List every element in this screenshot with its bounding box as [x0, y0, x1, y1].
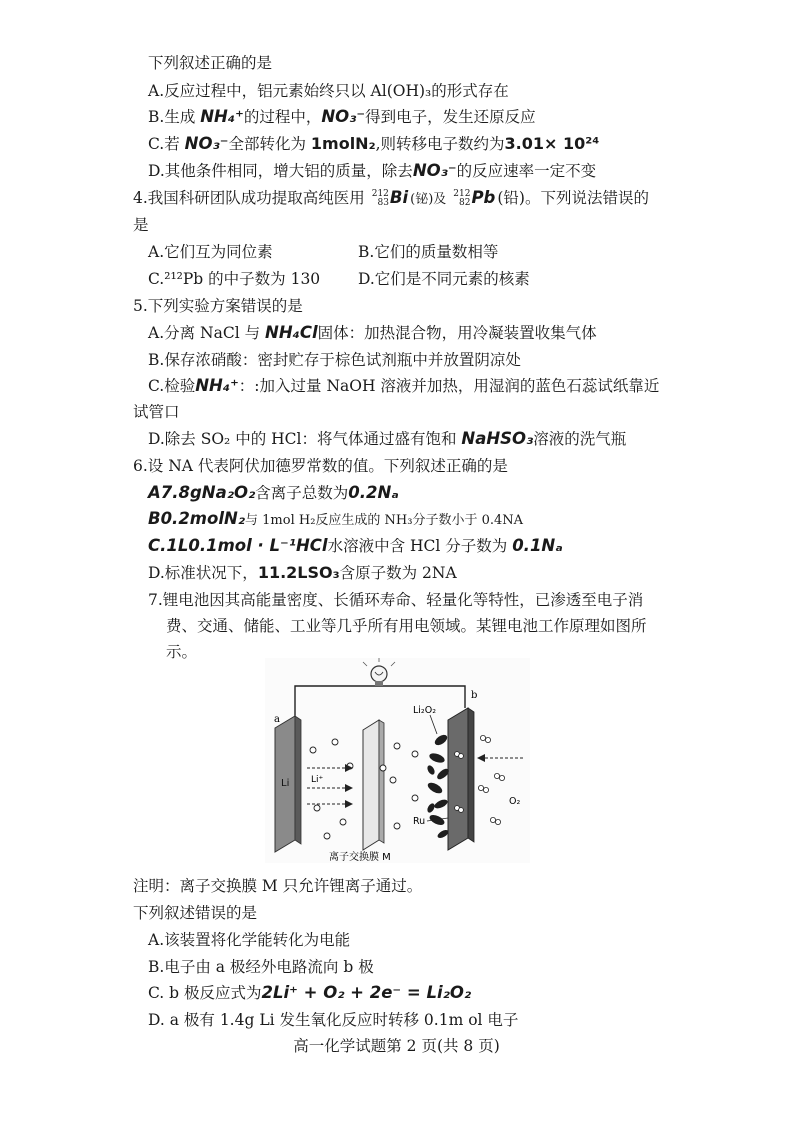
electrode-b — [448, 708, 474, 850]
q4-option-a: A.它们互为同位素 — [148, 243, 273, 261]
q7-option-b: B.电子由 a 极经外电路流向 b 极 — [148, 958, 374, 976]
q7-option-a: A.该装置将化学能转化为电能 — [148, 931, 351, 949]
q3-stem: 下列叙述正确的是 — [148, 54, 273, 72]
label-o2: O₂ — [509, 796, 521, 807]
ion-exchange-membrane — [363, 720, 384, 850]
q3-option-d: D.其他条件相同，增大铝的质量，除去NO₃⁻的反应速率一定不变 — [148, 161, 597, 180]
q6-option-c: C.1L0.1mol · L⁻¹HCl水溶液中含 HCl 分子数为 0.1Nₐ — [148, 536, 563, 555]
q7-option-c: C. b 极反应式为2Li⁺ + O₂ + 2e⁻ = Li₂O₂ — [148, 983, 472, 1002]
q3-option-a: A.反应过程中，铝元素始终只以 Al(OH)₃的形式存在 — [148, 82, 509, 100]
label-li2o2: Li₂O₂ — [413, 705, 437, 716]
q4-option-c: C.²¹²Pb 的中子数为 130 — [148, 270, 321, 288]
q4-stem-cont: 是 — [133, 216, 149, 234]
q5-option-d: D.除去 SO₂ 中的 HCl：将气体通过盛有饱和 NaHSO₃溶液的洗气瓶 — [148, 429, 627, 448]
label-a: a — [274, 714, 280, 725]
page-footer: 高一化学试题第 2 页(共 8 页) — [293, 1037, 500, 1055]
q5-option-a: A.分离 NaCl 与 NH₄Cl固体：加热混合物，用冷凝装置收集气体 — [148, 323, 597, 342]
q7-stem-line2: 费、交通、储能、工业等几乎所有用电领域。某锂电池工作原理如图所 — [166, 617, 647, 635]
label-b: b — [471, 690, 478, 701]
q6-stem: 6.设 NA 代表阿伏加德罗常数的值。下列叙述正确的是 — [133, 457, 508, 475]
q7-stem-line1: 7.锂电池因其高能量密度、长循环寿命、轻量化等特性，已渗透至电子消 — [148, 591, 644, 609]
q6-option-a: A7.8gNa₂O₂含离子总数为0.2Nₐ — [148, 483, 399, 502]
label-li: Li — [281, 778, 290, 789]
label-ru: Ru — [413, 816, 426, 827]
q3-option-b: B.生成 NH₄⁺的过程中，NO₃⁻得到电子，发生还原反应 — [148, 107, 536, 126]
pb-nuclide: 212 82 Pb — [453, 188, 496, 208]
q4-option-d: D.它们是不同元素的核素 — [358, 270, 530, 288]
q6-option-b: B0.2molN₂与 1mol H₂反应生成的 NH₃分子数小于 0.4NA — [148, 509, 524, 528]
q7-option-d: D. a 极有 1.4g Li 发生氧化反应时转移 0.1m ol 电子 — [148, 1011, 519, 1029]
q6-option-d: D.标准状况下，11.2LSO₃含原子数为 2NA — [148, 563, 457, 582]
lithium-battery-diagram — [265, 658, 530, 863]
q5-option-c-cont: 试管口 — [133, 403, 180, 421]
q5-option-c: C.检验NH₄⁺：:加入过量 NaOH 溶液并加热，用湿润的蓝色石蕊试纸靠近 — [148, 376, 660, 395]
q4-stem: 4.我国科研团队成功提取高纯医用 212 83 Bi (铋)及 212 82 Pb (铅)。下列说法错误的 — [133, 188, 649, 208]
label-li-ion: Li⁺ — [311, 775, 324, 785]
q5-option-b: B.保存浓硝酸：密封贮存于棕色试剂瓶中并放置阴凉处 — [148, 351, 521, 369]
bi-nuclide: 212 83 Bi — [371, 188, 409, 208]
q7-note: 注明：离子交换膜 M 只允许锂离子通过。 — [133, 877, 423, 895]
q7-ask: 下列叙述错误的是 — [133, 904, 258, 922]
figure-caption: 离子交换膜 M — [329, 852, 391, 863]
q7-stem-line3: 示。 — [166, 643, 198, 661]
q3-option-c: C.若 NO₃⁻全部转化为 1molN₂,则转移电子数约为3.01× 10²⁴ — [148, 134, 600, 153]
q4-option-b: B.它们的质量数相等 — [358, 243, 499, 261]
q5-stem: 5.下列实验方案错误的是 — [133, 297, 303, 315]
